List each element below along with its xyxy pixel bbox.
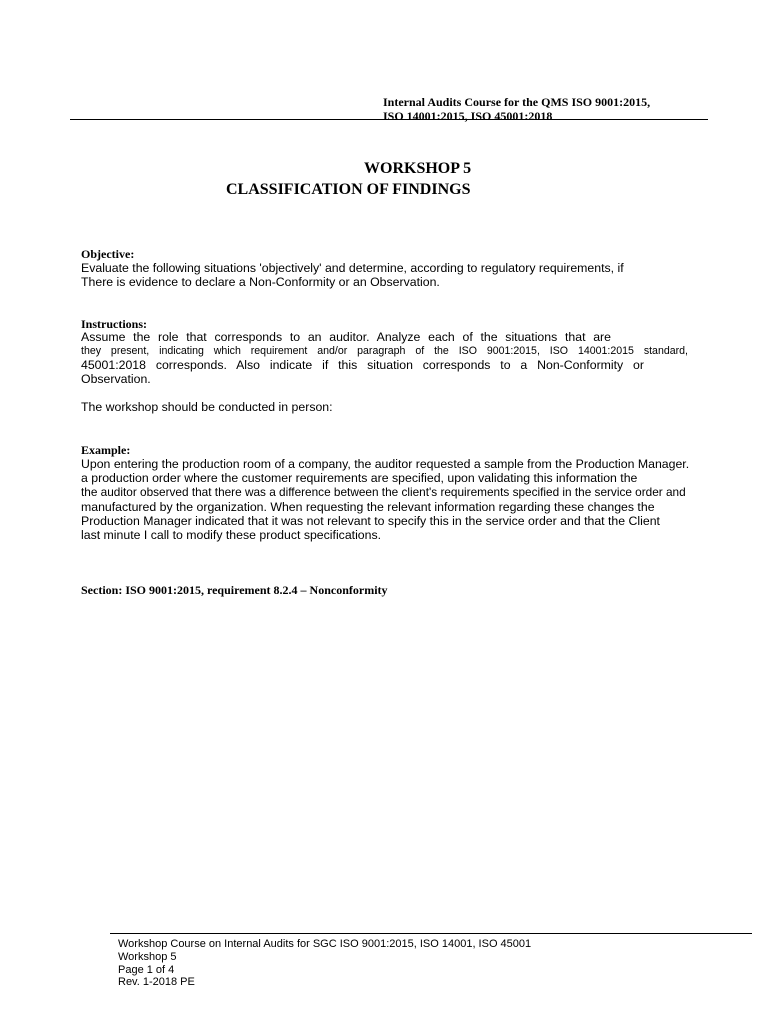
- instructions-line-3: [81, 358, 644, 372]
- header-course-line-2: ISO 14001:2015, ISO 45001:2018: [383, 109, 553, 123]
- example-line: manufactured by the organization. When requesting the relevant information regarding these changes the: [81, 499, 655, 514]
- objective-line: There is evidence to declare a Non-Conformity or an Observation.: [81, 275, 440, 290]
- section-reference: Section: ISO 9001:2015, requirement 8.2.4 – Nonconformity: [81, 583, 388, 597]
- example-line: Production Manager indicated that it was not relevant to specify this in the service order and that the Client: [81, 513, 660, 528]
- objective-line: Evaluate the following situations 'objectively' and determine, according to regulatory requirements, if: [81, 261, 624, 275]
- instructions-heading: Instructions:: [81, 317, 148, 331]
- example-line: Upon entering the production room of a company, the auditor requested a sample from the Production Manager.: [81, 457, 690, 471]
- instructions-line: Observation.: [81, 372, 151, 386]
- workshop-subtitle: CLASSIFICATION OF FINDINGS: [226, 181, 471, 198]
- footer-divider: [110, 933, 752, 934]
- example-line: the auditor observed that there was a difference between the client's requirements specified in the service order and: [81, 485, 686, 500]
- example-line: a production order where the customer requirements are specified, upon validating this information the: [81, 471, 638, 486]
- example-line: last minute I call to modify these product specifications.: [81, 528, 382, 543]
- footer-page-number: Page 1 of 4: [118, 963, 175, 976]
- header-divider: [70, 119, 708, 120]
- instructions-line-2: [81, 345, 688, 357]
- instructions-note: The workshop should be conducted in person:: [81, 400, 333, 414]
- instructions-line: 45001:2018 corresponds. Also indicate if this situation corresponds to a Non-Conformity or: [81, 358, 644, 372]
- document-footer: [118, 938, 531, 989]
- objective-heading: Objective:: [81, 247, 135, 261]
- instructions-line: Assume the role that corresponds to an auditor. Analyze each of the situations that are: [81, 330, 611, 344]
- footer-workshop: Workshop 5: [118, 950, 177, 963]
- instructions-line-4: [81, 372, 713, 386]
- example-heading: Example:: [81, 443, 131, 457]
- workshop-title: WORKSHOP 5: [364, 160, 472, 177]
- instructions-line-1: [81, 330, 611, 344]
- instructions-line: they present, indicating which requirement and/or paragraph of the ISO 9001:2015, ISO 14001:2015 standard,: [81, 345, 688, 357]
- example-text: [81, 457, 721, 542]
- objective-text: [81, 261, 713, 289]
- footer-revision: Rev. 1-2018 PE: [118, 976, 195, 989]
- footer-course: Workshop Course on Internal Audits for SGC ISO 9001:2015, ISO 14001, ISO 45001: [118, 938, 532, 950]
- header-course-line-1: Internal Audits Course for the QMS ISO 9001:2015,: [383, 95, 651, 109]
